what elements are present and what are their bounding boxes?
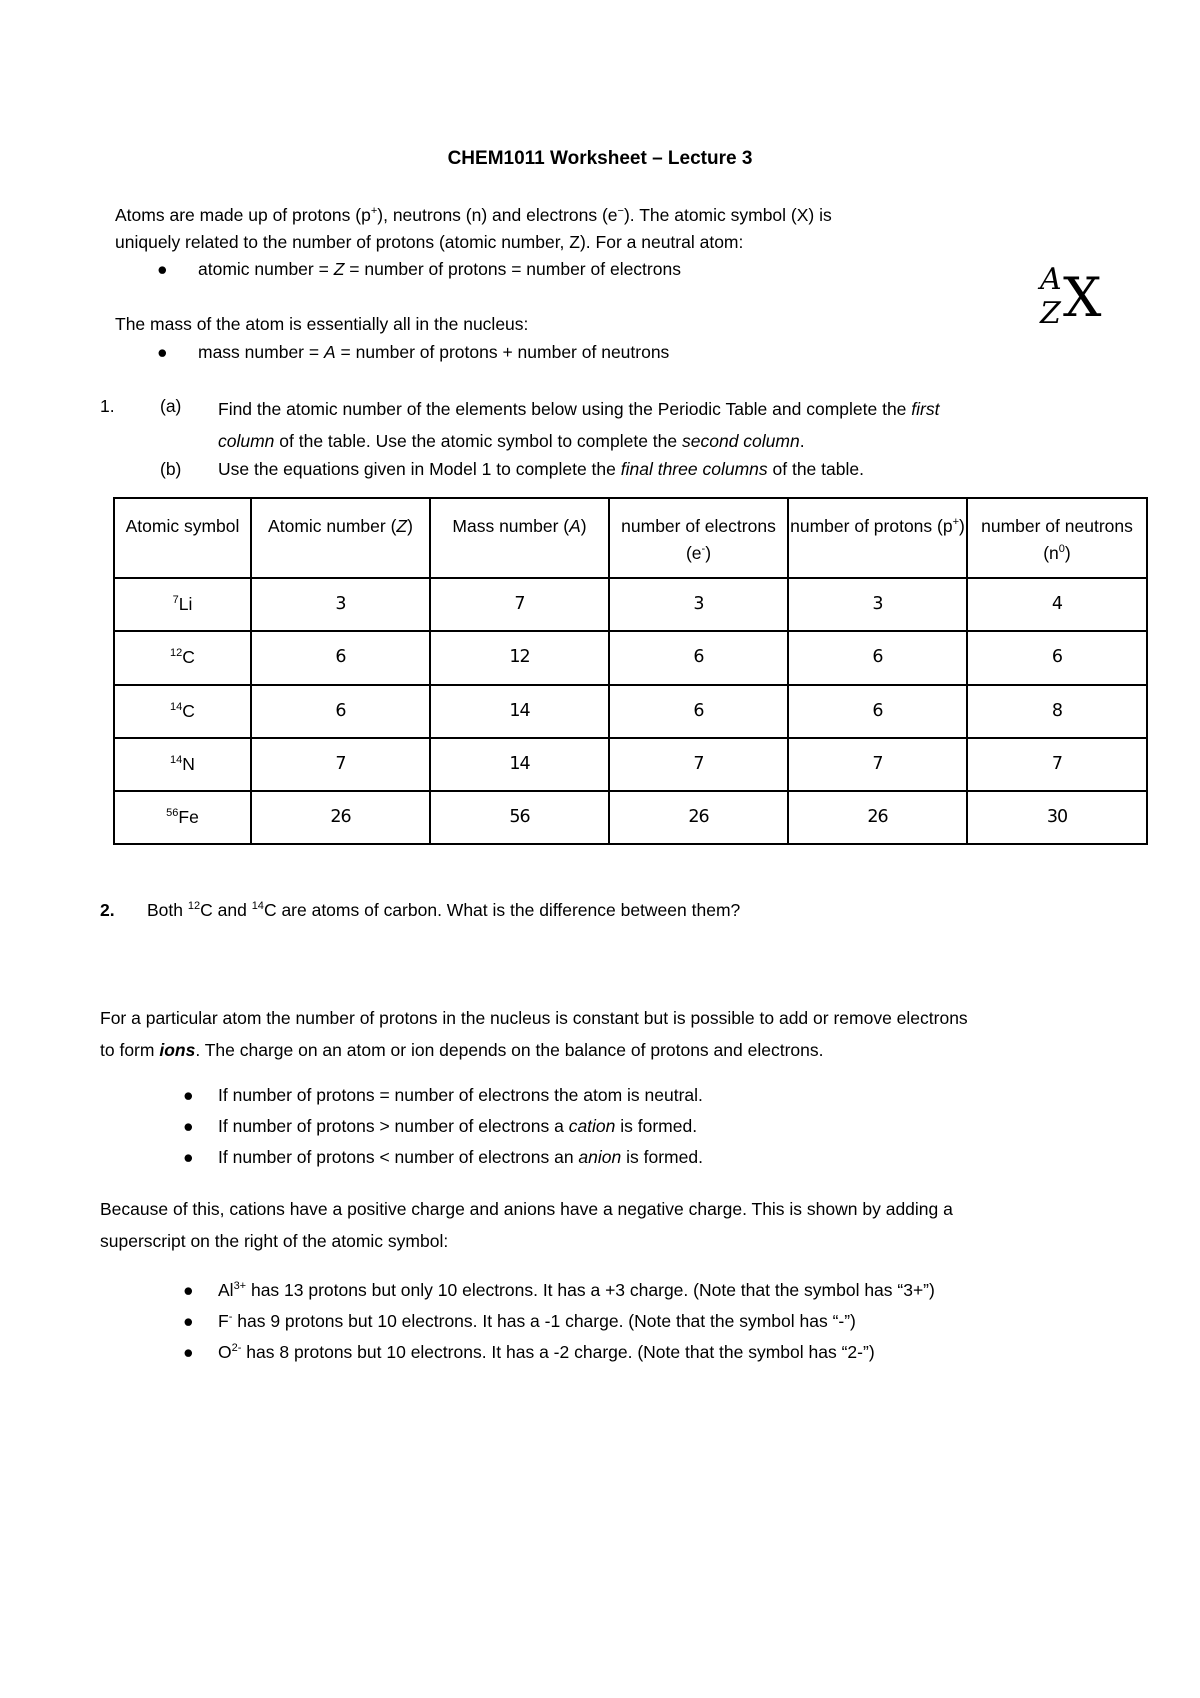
cell-atomic-number: 7 [251, 738, 430, 791]
header-electrons: number of electrons (e-) [609, 498, 788, 578]
cell-protons: 3 [788, 578, 967, 631]
page-title: CHEM1011 Worksheet – Lecture 3 [447, 148, 753, 169]
cell-symbol: $^{56}$Fe [114, 791, 251, 844]
table-header-row [114, 498, 1147, 578]
ions-bullet-anion: If number of protons < number of electrons an anion is formed. [218, 1147, 703, 1167]
header-mass-number: Mass number (A) [430, 498, 609, 578]
q2-text: Both $^{12}$C and $^{14}$C are atoms of carbon. What is the difference between them? [147, 900, 741, 920]
cell-protons: 7 [788, 738, 967, 791]
cell-atomic-number: 3 [251, 578, 430, 631]
q1b-text: Use the equations given in Model 1 to complete the final three columns of the table. [218, 459, 864, 479]
q1a-label: (a) [160, 396, 182, 416]
cell-electrons: 6 [609, 631, 788, 684]
bullet-glyph: ● [183, 1311, 194, 1331]
table-row [114, 578, 1147, 631]
cell-mass-number: 14 [430, 738, 609, 791]
atomic-notation [1040, 262, 1130, 342]
example-al: $Al^{3+}$ has 13 protons but only 10 electrons. It has a +3 charge. (Note that the symbol has “3+”) [218, 1280, 935, 1300]
ions-bullet-cation: If number of protons > number of electrons a cation is formed. [218, 1116, 698, 1136]
example-o: $O^{2-}$ has 8 protons but 10 electrons. It has a -2 charge. (Note that the symbol has “2-”) [218, 1342, 875, 1362]
cell-protons: 6 [788, 631, 967, 684]
header-protons: number of protons (p+) [788, 498, 967, 578]
cell-protons: 6 [788, 685, 967, 738]
cell-mass-number: 56 [430, 791, 609, 844]
header-atomic-number: Atomic number (Z) [251, 498, 430, 578]
bullet-glyph: ● [183, 1342, 194, 1362]
cell-symbol: $^{12}$C [114, 631, 251, 684]
bullet-glyph: ● [183, 1147, 194, 1167]
bullet-glyph: ● [183, 1116, 194, 1136]
q1-number: 1. [100, 396, 115, 416]
cell-atomic-number: 6 [251, 631, 430, 684]
table-row [114, 738, 1147, 791]
bullet-glyph: ● [183, 1085, 194, 1105]
notation-symbol: X [1063, 266, 1102, 329]
ions-paragraph: For a particular atom the number of protons in the nucleus is constant but is possible to add or remove electrons to form ions. The charge on an atom or ion depends on the balance of protons and electrons. [100, 1008, 968, 1060]
ions-bullet-neutral: If number of protons = number of electrons the atom is neutral. [218, 1085, 703, 1105]
intro-paragraph: Atoms are made up of protons (p+), neutrons (n) and electrons (e−). The atomic symbol (X) is uniquely related to the number of protons (atomic number, Z). For a neutral atom: [115, 205, 832, 252]
cell-electrons: 3 [609, 578, 788, 631]
cell-symbol: $^7$Li [114, 578, 251, 631]
cell-neutrons: 6 [967, 631, 1147, 684]
cell-neutrons: 4 [967, 578, 1147, 631]
cell-electrons: 7 [609, 738, 788, 791]
cell-electrons: 26 [609, 791, 788, 844]
cell-symbol: $^{14}$N [114, 738, 251, 791]
header-neutrons: number of neutrons $(n^0)$ [967, 498, 1147, 578]
cell-atomic-number: 6 [251, 685, 430, 738]
q1a-text: Find the atomic number of the elements below using the Periodic Table and complete the first column of the table. Use the atomic symbol to complete the second column. [218, 399, 940, 451]
cell-symbol: $^{14}$C [114, 685, 251, 738]
cell-atomic-number: 26 [251, 791, 430, 844]
bullet-glyph: ● [157, 342, 168, 362]
cell-mass-number: 14 [430, 685, 609, 738]
cell-mass-number: 7 [430, 578, 609, 631]
cell-neutrons: 8 [967, 685, 1147, 738]
cell-mass-number: 12 [430, 631, 609, 684]
cell-electrons: 6 [609, 685, 788, 738]
cell-neutrons: 7 [967, 738, 1147, 791]
table-row [114, 791, 1147, 844]
bullet-glyph: ● [183, 1280, 194, 1300]
table-row [114, 631, 1147, 684]
atom-table [113, 497, 1148, 845]
notation-atomic-number: Z [1040, 296, 1061, 331]
table-row [114, 685, 1147, 738]
notation-mass-number: A [1040, 262, 1062, 297]
charge-paragraph: Because of this, cations have a positive charge and anions have a negative charge. This is shown by adding a superscript on the right of the atomic symbol: [100, 1199, 953, 1251]
cell-protons: 26 [788, 791, 967, 844]
bullet-glyph: ● [157, 259, 168, 279]
example-f: F- has 9 protons but 10 electrons. It has a -1 charge. (Note that the symbol has “-”) [218, 1311, 856, 1331]
q2-number: 2. [100, 900, 115, 920]
mass-line: The mass of the atom is essentially all in the nucleus: [115, 314, 529, 334]
q1b-label: (b) [160, 459, 182, 479]
cell-neutrons: 30 [967, 791, 1147, 844]
header-atomic-symbol: Atomic symbol [114, 498, 251, 578]
